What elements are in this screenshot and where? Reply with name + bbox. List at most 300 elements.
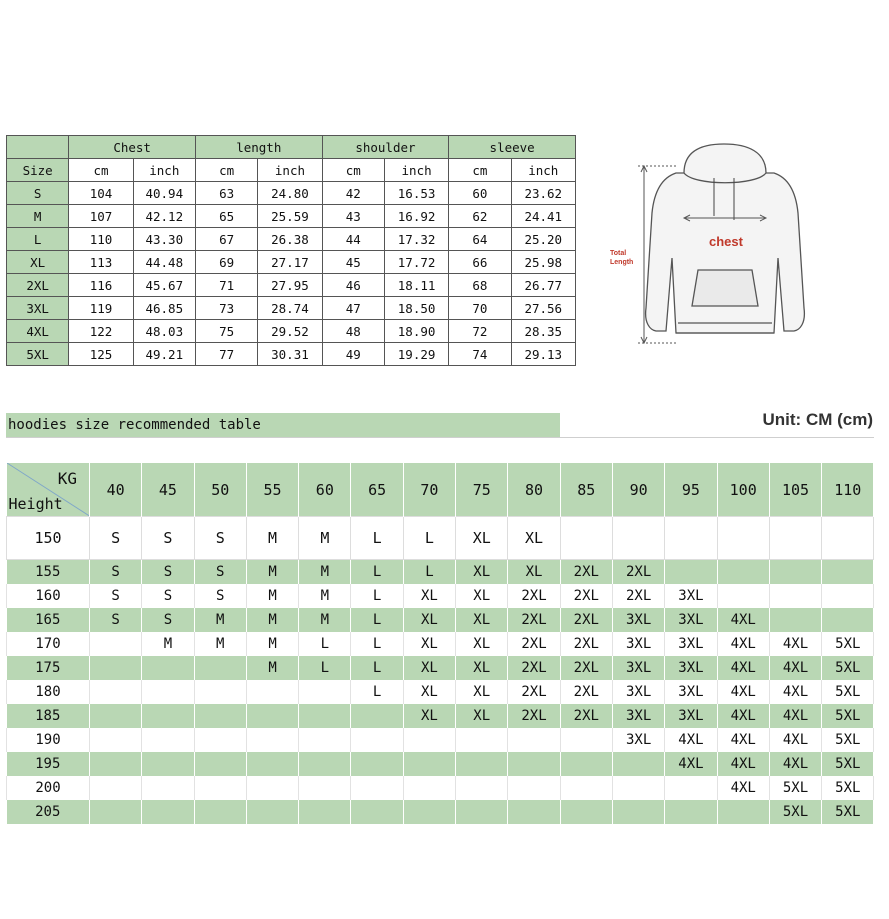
height-row — [7, 656, 874, 680]
size-recommendation-cell: 3XL — [612, 704, 664, 728]
size-recommendation-cell: 5XL — [769, 800, 821, 824]
size-recommendation-cell: XL — [456, 584, 508, 608]
size-row — [7, 343, 576, 366]
size-recommendation-cell — [142, 752, 194, 776]
height-cell: 200 — [7, 776, 90, 800]
size-recommendation-cell — [769, 584, 821, 608]
measurement-cell: 104 — [69, 182, 133, 205]
size-recommendation-cell — [665, 560, 717, 585]
size-recommendation-cell: XL — [456, 608, 508, 632]
corner-header-cell — [7, 463, 90, 517]
size-recommendation-cell: 4XL — [665, 752, 717, 776]
size-recommendation-cell: 3XL — [612, 656, 664, 680]
size-recommendation-cell — [717, 560, 769, 585]
measurement-cell: 46 — [322, 274, 384, 297]
size-recommendation-cell: 2XL — [560, 608, 612, 632]
height-cell: 190 — [7, 728, 90, 752]
size-recommendation-cell: S — [142, 517, 194, 560]
size-recommendation-cell: 4XL — [769, 752, 821, 776]
size-recommendation-cell — [717, 517, 769, 560]
size-recommendation-cell — [299, 800, 351, 824]
weight-header-cell: 70 — [403, 463, 455, 517]
height-row — [7, 680, 874, 704]
chest-label: chest — [709, 234, 743, 249]
measurement-cell: 49.21 — [133, 343, 195, 366]
size-recommendation-cell — [246, 800, 298, 824]
measurement-cell: 107 — [69, 205, 133, 228]
weight-header-cell: 65 — [351, 463, 403, 517]
size-recommendation-cell: 2XL — [560, 656, 612, 680]
weight-header-cell: 110 — [822, 463, 874, 517]
size-label-cell: 5XL — [7, 343, 69, 366]
size-recommendation-cell — [612, 800, 664, 824]
size-recommendation-cell: XL — [508, 517, 560, 560]
measurement-cell: 64 — [449, 228, 511, 251]
measurement-cell: 30.31 — [258, 343, 322, 366]
height-row — [7, 517, 874, 560]
size-recommendation-cell — [142, 728, 194, 752]
size-recommendation-cell: 5XL — [822, 656, 874, 680]
size-recommendation-cell — [665, 776, 717, 800]
measurement-cell: 27.56 — [511, 297, 575, 320]
size-recommendation-cell: XL — [403, 680, 455, 704]
height-cell: 180 — [7, 680, 90, 704]
size-recommendation-table — [6, 463, 874, 824]
size-recommendation-cell: 2XL — [508, 584, 560, 608]
size-recommendation-cell — [403, 800, 455, 824]
size-recommendation-cell — [351, 752, 403, 776]
size-recommendation-cell: M — [194, 632, 246, 656]
measurement-cell: 62 — [449, 205, 511, 228]
size-recommendation-cell: 2XL — [560, 584, 612, 608]
size-recommendation-cell: S — [142, 560, 194, 585]
size-row — [7, 228, 576, 251]
size-recommendation-cell: 2XL — [612, 584, 664, 608]
size-recommendation-cell — [194, 656, 246, 680]
size-header: Size — [7, 159, 69, 182]
size-recommendation-cell — [508, 752, 560, 776]
size-recommendation-cell: S — [90, 584, 142, 608]
size-recommendation-cell: XL — [403, 656, 455, 680]
corner-cell — [7, 136, 69, 159]
size-recommendation-cell: XL — [456, 560, 508, 585]
size-recommendation-cell: 4XL — [665, 728, 717, 752]
size-recommendation-cell: 5XL — [769, 776, 821, 800]
size-recommendation-cell — [403, 776, 455, 800]
size-recommendation-cell — [142, 656, 194, 680]
size-recommendation-cell: L — [351, 608, 403, 632]
height-row — [7, 728, 874, 752]
unit-cell: cm — [195, 159, 257, 182]
size-recommendation-cell — [90, 680, 142, 704]
height-row — [7, 776, 874, 800]
height-cell: 175 — [7, 656, 90, 680]
size-recommendation-cell — [456, 776, 508, 800]
size-recommendation-cell: 4XL — [717, 776, 769, 800]
size-label-cell: 4XL — [7, 320, 69, 343]
measurement-cell: 119 — [69, 297, 133, 320]
size-recommendation-cell — [246, 680, 298, 704]
size-recommendation-cell: XL — [456, 517, 508, 560]
size-recommendation-cell: M — [194, 608, 246, 632]
measurement-cell: 44.48 — [133, 251, 195, 274]
measurement-cell: 69 — [195, 251, 257, 274]
size-recommendation-cell — [299, 728, 351, 752]
measurement-cell: 49 — [322, 343, 384, 366]
size-recommendation-cell: XL — [456, 656, 508, 680]
size-recommendation-cell: 4XL — [717, 752, 769, 776]
size-recommendation-cell: S — [142, 584, 194, 608]
size-row — [7, 205, 576, 228]
size-recommendation-cell — [822, 560, 874, 585]
measurement-cell: 25.98 — [511, 251, 575, 274]
measurement-cell: 46.85 — [133, 297, 195, 320]
height-cell: 160 — [7, 584, 90, 608]
weight-header-cell: 75 — [456, 463, 508, 517]
weight-header-cell: 40 — [90, 463, 142, 517]
measurement-cell: 17.72 — [384, 251, 448, 274]
size-recommendation-cell: 2XL — [560, 704, 612, 728]
measurement-cell: 68 — [449, 274, 511, 297]
size-recommendation-cell: S — [90, 560, 142, 585]
size-recommendation-cell — [194, 728, 246, 752]
measurement-cell: 26.38 — [258, 228, 322, 251]
height-cell: 205 — [7, 800, 90, 824]
size-recommendation-cell — [560, 517, 612, 560]
size-recommendation-cell: L — [403, 517, 455, 560]
size-label-cell: 3XL — [7, 297, 69, 320]
size-recommendation-cell — [90, 752, 142, 776]
measurement-cell: 75 — [195, 320, 257, 343]
size-recommendation-cell: 5XL — [822, 752, 874, 776]
size-recommendation-cell: 3XL — [612, 728, 664, 752]
size-recommendation-cell — [717, 584, 769, 608]
size-recommendation-cell — [90, 800, 142, 824]
size-recommendation-cell: 3XL — [665, 680, 717, 704]
size-recommendation-cell: M — [246, 517, 298, 560]
size-recommendation-cell: L — [351, 656, 403, 680]
size-recommendation-cell — [612, 752, 664, 776]
size-recommendation-cell — [665, 517, 717, 560]
size-recommendation-cell: M — [299, 517, 351, 560]
measurement-cell: 23.62 — [511, 182, 575, 205]
size-recommendation-cell — [769, 517, 821, 560]
measurement-cell: 26.77 — [511, 274, 575, 297]
size-recommendation-cell: XL — [403, 704, 455, 728]
measurement-cell: 113 — [69, 251, 133, 274]
size-recommendation-cell: S — [90, 608, 142, 632]
hoodie-illustration — [606, 138, 816, 358]
size-recommendation-cell — [612, 517, 664, 560]
measurement-cell: 67 — [195, 228, 257, 251]
size-recommendation-cell — [560, 752, 612, 776]
measurement-cell: 73 — [195, 297, 257, 320]
size-recommendation-cell: M — [246, 656, 298, 680]
size-recommendation-cell — [822, 517, 874, 560]
size-recommendation-cell — [560, 728, 612, 752]
size-recommendation-cell: S — [194, 584, 246, 608]
group-shoulder: shoulder — [322, 136, 449, 159]
measurement-cell: 63 — [195, 182, 257, 205]
size-recommendation-cell — [769, 608, 821, 632]
size-recommendation-cell — [246, 752, 298, 776]
size-recommendation-cell: L — [351, 584, 403, 608]
size-recommendation-cell — [299, 704, 351, 728]
measurement-cell: 29.13 — [511, 343, 575, 366]
measurement-cell: 116 — [69, 274, 133, 297]
measurement-cell: 47 — [322, 297, 384, 320]
size-row — [7, 251, 576, 274]
size-recommendation-cell: 4XL — [769, 704, 821, 728]
measurement-cell: 122 — [69, 320, 133, 343]
size-recommendation-cell — [822, 584, 874, 608]
height-row — [7, 560, 874, 585]
unit-header-row — [7, 159, 576, 182]
size-recommendation-cell: 3XL — [612, 608, 664, 632]
size-recommendation-cell: M — [246, 608, 298, 632]
size-recommendation-cell: 4XL — [717, 728, 769, 752]
size-recommendation-cell: 4XL — [769, 680, 821, 704]
size-recommendation-cell — [246, 776, 298, 800]
size-recommendation-cell: 5XL — [822, 680, 874, 704]
size-recommendation-cell: S — [194, 560, 246, 585]
size-recommendation-cell: M — [246, 560, 298, 585]
size-recommendation-cell — [508, 728, 560, 752]
measurement-cell: 16.92 — [384, 205, 448, 228]
size-recommendation-cell: 2XL — [508, 656, 560, 680]
measurement-cell: 24.41 — [511, 205, 575, 228]
size-recommendation-cell: XL — [456, 632, 508, 656]
total-length-label-1: Total — [610, 250, 627, 257]
size-recommendation-cell: 2XL — [560, 560, 612, 585]
size-recommendation-cell — [403, 752, 455, 776]
size-recommendation-cell — [351, 704, 403, 728]
size-recommendation-cell — [194, 800, 246, 824]
weight-header-cell: 105 — [769, 463, 821, 517]
size-recommendation-cell: 5XL — [822, 704, 874, 728]
size-recommendation-cell — [769, 560, 821, 585]
size-recommendation-cell: 2XL — [508, 680, 560, 704]
size-recommendation-cell — [90, 776, 142, 800]
size-recommendation-cell: 3XL — [665, 656, 717, 680]
size-recommendation-cell: 2XL — [508, 704, 560, 728]
unit-cell: inch — [511, 159, 575, 182]
size-recommendation-cell: 2XL — [508, 632, 560, 656]
size-recommendation-cell — [508, 776, 560, 800]
measurement-cell: 66 — [449, 251, 511, 274]
size-recommendation-cell — [90, 728, 142, 752]
measurement-cell: 25.59 — [258, 205, 322, 228]
size-label-cell: XL — [7, 251, 69, 274]
measurement-cell: 110 — [69, 228, 133, 251]
size-recommendation-cell: 4XL — [717, 680, 769, 704]
unit-cell: cm — [449, 159, 511, 182]
height-row — [7, 584, 874, 608]
height-row — [7, 752, 874, 776]
measurement-cell: 44 — [322, 228, 384, 251]
measurement-cell: 72 — [449, 320, 511, 343]
size-recommendation-cell: L — [351, 517, 403, 560]
weight-header-cell: 100 — [717, 463, 769, 517]
size-label-cell: 2XL — [7, 274, 69, 297]
recommendation-body — [7, 517, 874, 825]
size-recommendation-cell — [351, 776, 403, 800]
height-cell: 195 — [7, 752, 90, 776]
size-recommendation-cell — [90, 704, 142, 728]
size-recommendation-cell: 4XL — [717, 632, 769, 656]
size-recommendation-cell — [194, 680, 246, 704]
size-recommendation-cell — [822, 608, 874, 632]
size-row — [7, 274, 576, 297]
measurement-cell: 65 — [195, 205, 257, 228]
measurement-cell: 48 — [322, 320, 384, 343]
size-recommendation-cell — [456, 800, 508, 824]
height-cell: 170 — [7, 632, 90, 656]
size-recommendation-cell: XL — [403, 608, 455, 632]
measurement-cell: 19.29 — [384, 343, 448, 366]
size-recommendation-cell: L — [351, 632, 403, 656]
size-recommendation-cell: 4XL — [717, 704, 769, 728]
size-recommendation-cell: S — [142, 608, 194, 632]
size-recommendation-cell: 2XL — [612, 560, 664, 585]
size-row — [7, 297, 576, 320]
measurement-cell: 18.50 — [384, 297, 448, 320]
hoodie-measurement-diagram — [606, 138, 816, 358]
unit-label: Unit: CM (cm) — [762, 410, 873, 429]
size-label-cell: L — [7, 228, 69, 251]
measurement-cell: 43 — [322, 205, 384, 228]
measurement-cell: 74 — [449, 343, 511, 366]
size-recommendation-cell — [456, 728, 508, 752]
unit-cell: inch — [258, 159, 322, 182]
size-row — [7, 182, 576, 205]
unit-cell: cm — [322, 159, 384, 182]
size-recommendation-cell — [299, 680, 351, 704]
size-recommendation-cell — [717, 800, 769, 824]
measurement-cell: 16.53 — [384, 182, 448, 205]
size-recommendation-cell: 5XL — [822, 632, 874, 656]
measurement-cell: 40.94 — [133, 182, 195, 205]
size-recommendation-cell — [456, 752, 508, 776]
height-label: Height — [8, 495, 63, 513]
measurement-cell: 27.17 — [258, 251, 322, 274]
measurement-cell: 60 — [449, 182, 511, 205]
size-recommendation-cell: 2XL — [560, 680, 612, 704]
size-recommendation-cell: 3XL — [665, 584, 717, 608]
size-recommendation-cell: 3XL — [665, 632, 717, 656]
size-recommendation-cell: 3XL — [665, 608, 717, 632]
size-recommendation-cell: 4XL — [717, 608, 769, 632]
size-recommendation-cell: XL — [403, 584, 455, 608]
size-recommendation-cell: M — [246, 584, 298, 608]
size-recommendation-cell — [142, 800, 194, 824]
measurement-cell: 18.11 — [384, 274, 448, 297]
size-recommendation-cell: 2XL — [508, 608, 560, 632]
divider — [6, 437, 874, 438]
size-recommendation-cell — [142, 680, 194, 704]
weight-header-cell: 60 — [299, 463, 351, 517]
measurement-cell: 27.95 — [258, 274, 322, 297]
size-recommendation-cell: M — [246, 632, 298, 656]
size-recommendation-cell: M — [299, 560, 351, 585]
size-recommendation-cell: 5XL — [822, 776, 874, 800]
size-measurement-table — [6, 135, 576, 366]
size-recommendation-cell — [612, 776, 664, 800]
size-recommendation-cell — [299, 752, 351, 776]
total-length-label-2: Length — [610, 259, 634, 266]
size-recommendation-cell: XL — [456, 680, 508, 704]
size-label-cell: M — [7, 205, 69, 228]
measurement-cell: 45.67 — [133, 274, 195, 297]
size-recommendation-cell: 3XL — [612, 632, 664, 656]
size-recommendation-cell — [142, 776, 194, 800]
size-row — [7, 320, 576, 343]
size-recommendation-cell: XL — [403, 632, 455, 656]
measurement-cell: 29.52 — [258, 320, 322, 343]
size-recommendation-cell: 5XL — [822, 728, 874, 752]
size-recommendation-cell: S — [90, 517, 142, 560]
height-cell: 150 — [7, 517, 90, 560]
size-recommendation-cell: M — [142, 632, 194, 656]
size-recommendation-cell: L — [299, 632, 351, 656]
size-recommendation-cell — [246, 728, 298, 752]
measurement-cell: 45 — [322, 251, 384, 274]
size-recommendation-cell: 4XL — [769, 632, 821, 656]
size-recommendation-cell: S — [194, 517, 246, 560]
size-label-cell: S — [7, 182, 69, 205]
size-recommendation-cell — [194, 752, 246, 776]
size-recommendation-cell — [246, 704, 298, 728]
measurement-cell: 25.20 — [511, 228, 575, 251]
size-recommendation-cell — [508, 800, 560, 824]
measurement-cell: 70 — [449, 297, 511, 320]
measurement-cell: 43.30 — [133, 228, 195, 251]
size-recommendation-cell: L — [299, 656, 351, 680]
weight-header-cell: 80 — [508, 463, 560, 517]
group-sleeve: sleeve — [449, 136, 576, 159]
measurement-cell: 77 — [195, 343, 257, 366]
unit-cell: cm — [69, 159, 133, 182]
weight-header-cell: 95 — [665, 463, 717, 517]
height-row — [7, 704, 874, 728]
unit-cell: inch — [133, 159, 195, 182]
measurement-cell: 125 — [69, 343, 133, 366]
measurement-cell: 18.90 — [384, 320, 448, 343]
recommendation-banner: hoodies size recommended table — [6, 413, 560, 437]
unit-cell: inch — [384, 159, 448, 182]
size-recommendation-cell — [351, 728, 403, 752]
size-recommendation-cell: L — [351, 680, 403, 704]
size-recommendation-cell — [194, 776, 246, 800]
height-cell: 155 — [7, 560, 90, 585]
kg-label: KG — [57, 469, 77, 488]
weight-header-cell: 55 — [246, 463, 298, 517]
size-recommendation-cell: 4XL — [769, 728, 821, 752]
measurement-cell: 42.12 — [133, 205, 195, 228]
height-cell: 185 — [7, 704, 90, 728]
size-recommendation-cell — [299, 776, 351, 800]
size-recommendation-cell — [560, 776, 612, 800]
size-recommendation-cell: L — [351, 560, 403, 585]
measurement-cell: 24.80 — [258, 182, 322, 205]
height-cell: 165 — [7, 608, 90, 632]
size-recommendation-cell — [351, 800, 403, 824]
measurement-cell: 28.74 — [258, 297, 322, 320]
weight-header-cell: 50 — [194, 463, 246, 517]
size-recommendation-cell: XL — [456, 704, 508, 728]
size-recommendation-cell: M — [299, 584, 351, 608]
measurement-cell: 17.32 — [384, 228, 448, 251]
